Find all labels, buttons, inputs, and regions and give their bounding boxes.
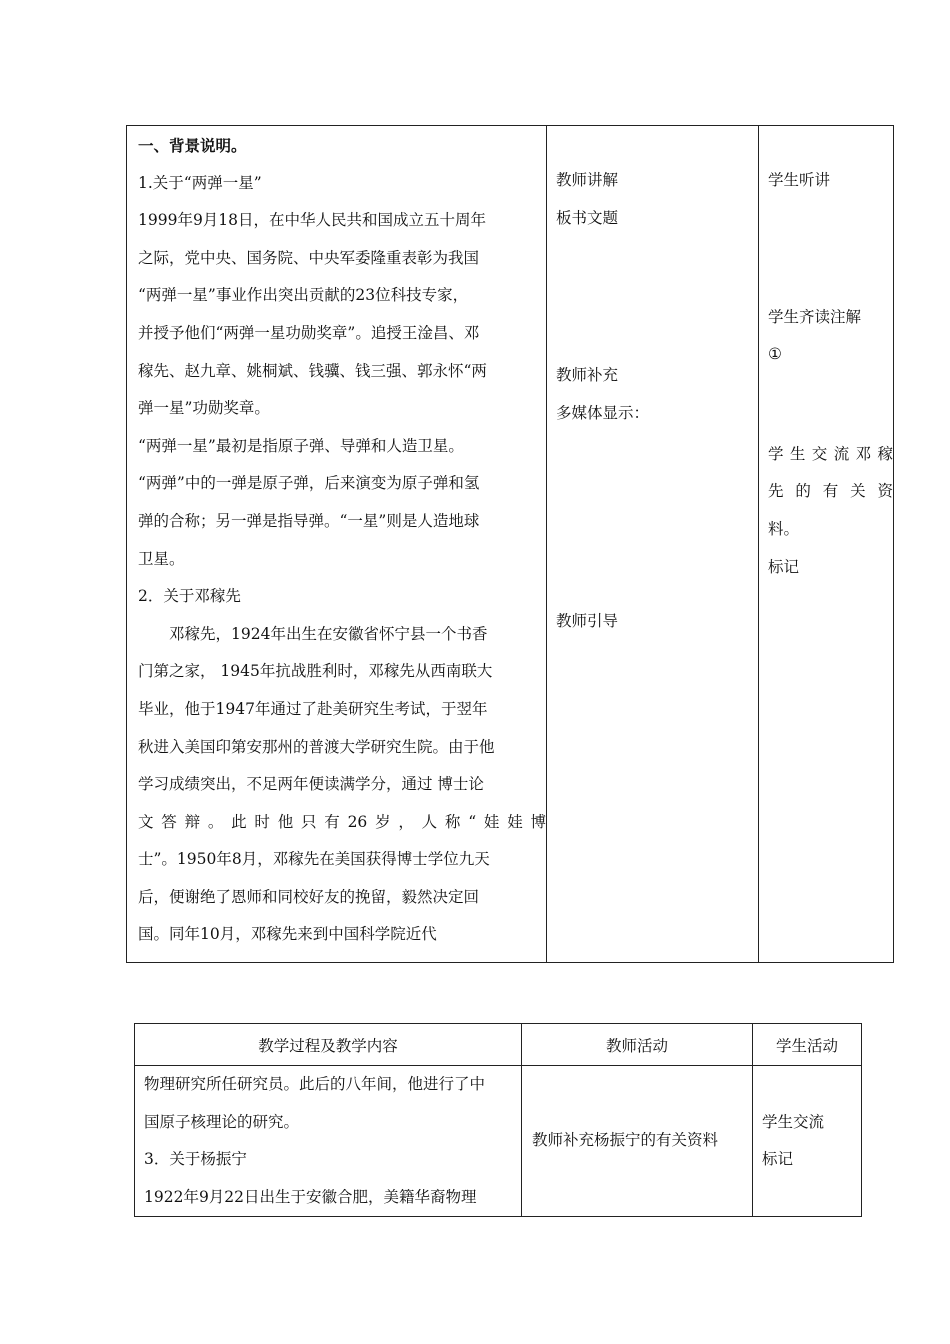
student-activity-line: 学生交流邓稼 [768,444,893,463]
content-line: 之际，党中央、国务院、中央军委隆重表彰为我国 [138,248,480,267]
student-activity-line: 学生听讲 [768,171,831,189]
content-line: 物理研究所任研究员。此后的八年间，他进行了中 [144,1075,486,1093]
column-header: 教学过程及教学内容 [135,1024,522,1066]
student-activity-cell [759,126,894,963]
teacher-activity-cell [547,126,759,963]
teacher-activity-line: 教师引导 [556,612,619,631]
content-line: 并授予他们“两弹一星功勋奖章”。追授王淦昌、邓 [138,323,480,342]
student-activity-line: 料。 [768,519,800,538]
student-activity-line: 学生齐读注解 [768,307,862,326]
student-activity-line: ① [768,345,782,364]
content-cell [135,1066,522,1217]
content-line: 秋进入美国印第安那州的普渡大学研究生院。由于他 [138,737,495,756]
teacher-activity-line: 教师补充杨振宁的有关资料 [532,1131,719,1150]
content-line: 1922年9月22日出生于安徽合肥，美籍华裔物理 [144,1187,477,1206]
teacher-activity-line: 板书文题 [556,208,619,227]
student-activity-line: 标记 [762,1150,794,1169]
content-line: 卫星。 [138,549,185,568]
content-line: 1.关于“两弹一星” [138,173,262,192]
content-line: 邓稼先，1924年出生在安徽省怀宁县一个书香 [169,624,488,643]
content-line: 1999年9月18日，在中华人民共和国成立五十周年 [138,211,487,230]
content-line: 后，便谢绝了恩师和同校好友的挽留，毅然决定回 [138,887,480,906]
content-line: 3．关于杨振宁 [144,1150,247,1169]
column-header: 学生活动 [753,1024,862,1066]
content-line: 弹一星”功勋奖章。 [138,399,270,418]
lesson-table-2 [134,1023,862,1217]
content-line: “两弹一星”事业作出突出贡献的23位科技专家， [138,286,469,305]
section-heading: 一、背景说明。 [138,136,247,155]
teacher-activity-line: 教师讲解 [556,171,619,189]
content-line: 国。同年10月，邓稼先来到中国科学院近代 [138,925,437,944]
content-line: 学习成绩突出，不足两年便读满学分，通过 博士论 [138,775,484,794]
column-header: 教师活动 [522,1024,753,1066]
teacher-activity-cell [522,1066,753,1217]
content-line: “两弹”中的一弹是原子弹，后来演变为原子弹和氢 [138,474,480,493]
content-line: 文答辩。此时他只有26岁，人称“娃娃博 [138,812,546,831]
content-cell [127,126,547,963]
content-line: 稼先、赵九章、姚桐斌、钱骥、钱三强、郭永怀“两 [138,361,487,380]
student-activity-line: 学生交流 [762,1112,825,1131]
content-line: 门第之家， 1945年抗战胜利时，邓稼先从西南联大 [138,662,493,681]
content-line: 毕业，他于1947年通过了赴美研究生考试，于翌年 [138,699,488,718]
teacher-activity-line: 教师补充 [556,366,619,385]
teacher-activity-line: 多媒体显示： [556,403,650,422]
student-activity-line: 先的有关资 [768,482,893,501]
content-line: “两弹一星”最初是指原子弹、导弹和人造卫星。 [138,436,464,455]
student-activity-line: 标记 [768,557,800,576]
content-line: 国原子核理论的研究。 [144,1112,300,1131]
content-line: 士”。1950年8月，邓稼先在美国获得博士学位九天 [138,850,490,869]
content-line: 弹的合称；另一弹是指导弹。“一星”则是人造地球 [138,511,480,530]
student-activity-cell [753,1066,862,1217]
lesson-table-1 [126,125,894,963]
content-line: 2．关于邓稼先 [138,587,241,606]
